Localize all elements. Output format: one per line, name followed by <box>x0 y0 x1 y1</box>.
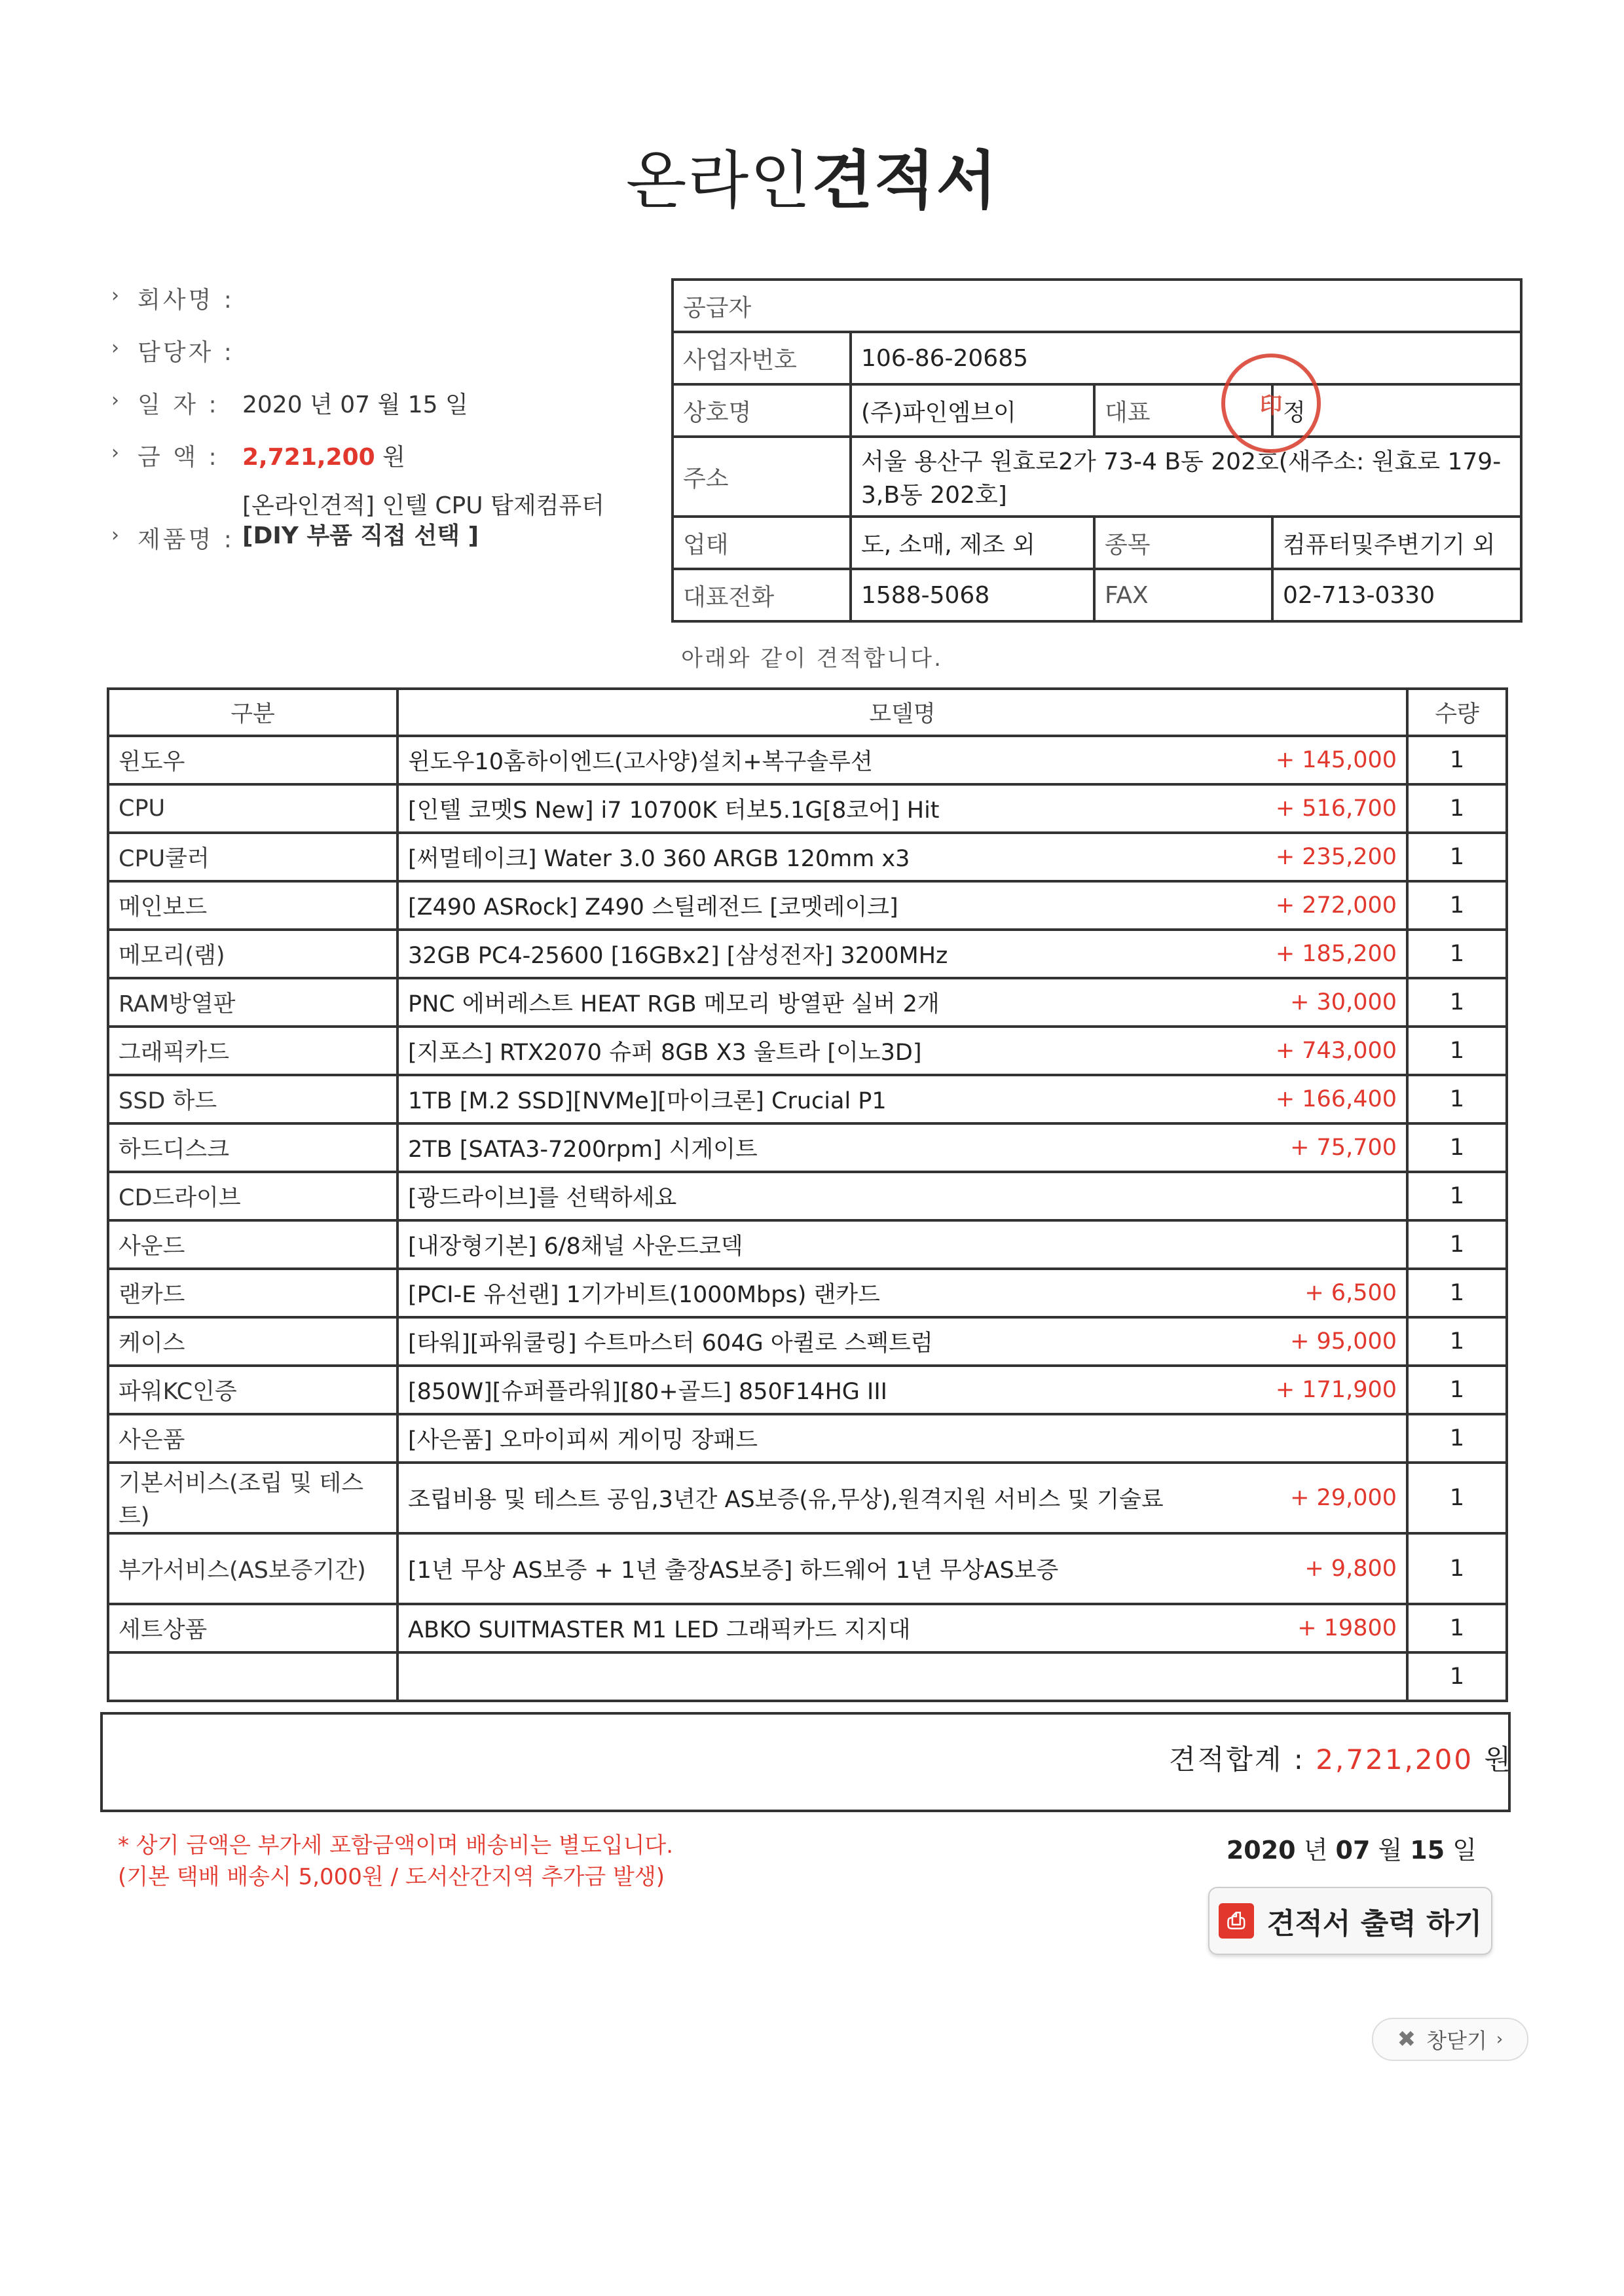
header-qty: 수량 <box>1407 689 1507 736</box>
row-model: [타워][파워쿨링] 수트마스터 604G 아퀼로 스펙트럼 <box>408 1330 933 1357</box>
row-model-cell <box>397 1075 1407 1123</box>
product-label: 제품명 : <box>138 526 234 553</box>
close-window-button[interactable] <box>1372 2018 1528 2061</box>
row-qty: 1 <box>1407 1317 1507 1366</box>
issue-date <box>1227 1830 1477 1866</box>
amount-label: 금 액 : <box>138 444 219 471</box>
month-unit: 월 <box>1378 1836 1403 1865</box>
row-qty: 1 <box>1407 1172 1507 1220</box>
row-model-cell <box>397 1414 1407 1463</box>
table-row <box>108 930 1507 978</box>
date-label: 일 자 : <box>138 392 219 418</box>
row-model: [850W][슈퍼플라워][80+골드] 850F14HG III <box>408 1379 888 1405</box>
table-header-row <box>108 689 1507 736</box>
row-price: + 9,800 <box>1304 1556 1397 1582</box>
table-row <box>108 1463 1507 1533</box>
company-label: 회사명 : <box>138 287 234 314</box>
row-model: 32GB PC4-25600 [16GBx2] [삼성전자] 3200MHz <box>408 943 948 969</box>
chevron-right-icon: › <box>1496 2030 1504 2049</box>
row-model-cell <box>397 1463 1407 1533</box>
bizno-value: 106-86-20685 <box>851 332 1521 384</box>
row-qty: 1 <box>1407 1269 1507 1317</box>
table-row <box>108 1414 1507 1463</box>
seal-text: 印 <box>1260 392 1282 419</box>
row-model-cell <box>397 833 1407 881</box>
row-price: + 743,000 <box>1275 1038 1397 1064</box>
row-category: 하드디스크 <box>108 1123 397 1172</box>
date-row <box>111 386 648 439</box>
table-row <box>108 978 1507 1027</box>
row-qty: 1 <box>1407 1652 1507 1701</box>
table-row <box>108 1027 1507 1075</box>
row-price: + 145,000 <box>1275 747 1397 773</box>
row-category: 메인보드 <box>108 881 397 930</box>
title-part2: 견적서 <box>812 144 999 217</box>
row-model: 조립비용 및 테스트 공임,3년간 AS보증(유,무상),원격지원 서비스 및 기술료 <box>408 1487 1164 1513</box>
row-model-cell <box>397 930 1407 978</box>
total-amount: 2,721,200 <box>1316 1743 1474 1776</box>
row-category: CPU쿨러 <box>108 833 397 881</box>
row-model: [광드라이브]를 선택하세요 <box>408 1185 677 1211</box>
ceo-label: 대표 <box>1094 384 1272 437</box>
table-row <box>108 1172 1507 1220</box>
biztype-label: 업태 <box>673 517 851 569</box>
company-name-value: (주)파인엠브이 <box>851 384 1094 437</box>
row-category: CPU <box>108 784 397 833</box>
issue-month: 07 <box>1335 1836 1371 1865</box>
row-category: SSD 하드 <box>108 1075 397 1123</box>
date-value: 2020 년 07 월 15 일 <box>242 392 468 418</box>
row-price: + 171,900 <box>1275 1377 1397 1403</box>
row-price: + 235,200 <box>1275 844 1397 870</box>
table-row <box>108 1269 1507 1317</box>
row-price: + 29,000 <box>1290 1485 1397 1511</box>
manager-label: 담당자 : <box>138 339 234 366</box>
row-price: + 75,700 <box>1290 1135 1397 1161</box>
row-price: + 95,000 <box>1290 1328 1397 1355</box>
row-model-cell <box>397 1123 1407 1172</box>
row-model: 윈도우10홈하이엔드(고사양)설치+복구솔루션 <box>408 749 873 775</box>
row-model-cell <box>397 1533 1407 1604</box>
address-label: 주소 <box>673 437 851 517</box>
row-model: [사은품] 오마이피씨 게이밍 장패드 <box>408 1427 758 1453</box>
year-unit: 년 <box>1303 1836 1328 1865</box>
row-model: [인텔 코멧S New] i7 10700K 터보5.1G[8코어] Hit <box>408 797 940 824</box>
fax-value: 02-713-0330 <box>1272 569 1521 621</box>
table-row <box>108 1533 1507 1604</box>
row-model-cell <box>397 978 1407 1027</box>
row-qty: 1 <box>1407 1075 1507 1123</box>
row-qty: 1 <box>1407 833 1507 881</box>
row-model-cell <box>397 784 1407 833</box>
table-row <box>108 1123 1507 1172</box>
footnote-line2: (기본 택배 배송시 5,000원 / 도서산간지역 추가금 발생) <box>118 1864 665 1890</box>
table-row <box>108 1075 1507 1123</box>
day-unit: 일 <box>1452 1836 1477 1865</box>
amount-value: 2,721,200 <box>242 444 375 471</box>
row-model-cell <box>397 1269 1407 1317</box>
row-qty: 1 <box>1407 1366 1507 1414</box>
print-icon: ⎙ <box>1219 1903 1254 1939</box>
chevron-right-icon: › <box>111 441 119 464</box>
close-button-label: 창닫기 <box>1426 2028 1487 2053</box>
page-title <box>0 131 1624 221</box>
row-qty: 1 <box>1407 1027 1507 1075</box>
estimate-total <box>1169 1738 1513 1777</box>
row-price: + 516,700 <box>1275 795 1397 822</box>
row-model-cell <box>397 1604 1407 1652</box>
chevron-right-icon: › <box>111 337 119 359</box>
row-category: 메모리(램) <box>108 930 397 978</box>
chevron-right-icon: › <box>111 524 119 547</box>
footnote-line1: * 상기 금액은 부가세 포함금액이며 배송비는 별도입니다. <box>118 1832 674 1859</box>
row-category: 케이스 <box>108 1317 397 1366</box>
total-label: 견적합계 : <box>1169 1743 1305 1776</box>
row-category: 그래픽카드 <box>108 1027 397 1075</box>
header-model: 모델명 <box>397 689 1407 736</box>
table-row <box>108 833 1507 881</box>
table-row <box>108 1366 1507 1414</box>
row-model-cell <box>397 1652 1407 1701</box>
table-row <box>108 736 1507 784</box>
table-row <box>108 784 1507 833</box>
row-qty: 1 <box>1407 1463 1507 1533</box>
row-category: RAM방열판 <box>108 978 397 1027</box>
bizno-label: 사업자번호 <box>673 332 851 384</box>
phone-label: 대표전화 <box>673 569 851 621</box>
row-model-cell <box>397 1317 1407 1366</box>
row-price: + 19800 <box>1297 1615 1397 1641</box>
supplier-header: 공급자 <box>673 280 1521 332</box>
table-row <box>108 1317 1507 1366</box>
issue-year: 2020 <box>1226 1836 1296 1865</box>
row-price: + 6,500 <box>1304 1280 1397 1306</box>
product-line1: [온라인견적] 인텔 CPU 탑제컴퓨터 <box>242 492 604 519</box>
chevron-right-icon: › <box>111 284 119 307</box>
row-model: PNC 에버레스트 HEAT RGB 메모리 방열판 실버 2개 <box>408 991 940 1017</box>
row-category: 윈도우 <box>108 736 397 784</box>
row-model: [PCI-E 유선랜] 1기가비트(1000Mbps) 랜카드 <box>408 1282 880 1308</box>
row-price: + 185,200 <box>1275 941 1397 967</box>
row-qty: 1 <box>1407 1414 1507 1463</box>
address-value: 서울 용산구 원효로2가 73-4 B동 202호(새주소: 원효로 179-3,B동 202호] <box>851 437 1521 517</box>
close-icon: ✖ <box>1397 2026 1416 2052</box>
row-qty: 1 <box>1407 930 1507 978</box>
row-model: [써멀테이크] Water 3.0 360 ARGB 120mm x3 <box>408 846 910 872</box>
row-qty: 1 <box>1407 1123 1507 1172</box>
print-button-label: 견적서 출력 하기 <box>1266 1907 1483 1941</box>
row-category: 랜카드 <box>108 1269 397 1317</box>
row-price: + 166,400 <box>1275 1086 1397 1112</box>
row-model-cell <box>397 881 1407 930</box>
amount-unit: 원 <box>382 444 405 471</box>
row-model: 2TB [SATA3-7200rpm] 시게이트 <box>408 1137 758 1163</box>
row-category <box>108 1652 397 1701</box>
row-qty: 1 <box>1407 784 1507 833</box>
row-model: 1TB [M.2 SSD][NVMe][마이크론] Crucial P1 <box>408 1088 887 1114</box>
customer-info <box>111 282 648 583</box>
ceo-value: 정 <box>1272 384 1521 437</box>
row-qty: 1 <box>1407 736 1507 784</box>
row-model-cell <box>397 1366 1407 1414</box>
item-label: 종목 <box>1094 517 1272 569</box>
row-category: 사은품 <box>108 1414 397 1463</box>
row-category: 파워KC인증 <box>108 1366 397 1414</box>
phone-value: 1588-5068 <box>851 569 1094 621</box>
company-row <box>111 282 648 334</box>
row-model-cell <box>397 736 1407 784</box>
chevron-right-icon: › <box>111 389 119 412</box>
print-estimate-button[interactable] <box>1208 1887 1492 1955</box>
estimate-note: 아래와 같이 견적합니다. <box>681 646 943 672</box>
fax-label: FAX <box>1094 569 1272 621</box>
company-seal <box>1221 354 1321 453</box>
issue-day: 15 <box>1410 1836 1445 1865</box>
row-qty: 1 <box>1407 1220 1507 1269</box>
table-row <box>108 1652 1507 1701</box>
row-category: CD드라이브 <box>108 1172 397 1220</box>
biztype-value: 도, 소매, 제조 외 <box>851 517 1094 569</box>
row-category: 부가서비스(AS보증기간) <box>108 1533 397 1604</box>
row-model: ABKO SUITMASTER M1 LED 그래픽카드 지지대 <box>408 1617 911 1643</box>
manager-row <box>111 334 648 386</box>
table-row <box>108 1604 1507 1652</box>
row-model-cell <box>397 1172 1407 1220</box>
row-model: [Z490 ASRock] Z490 스틸레전드 [코멧레이크] <box>408 894 898 920</box>
footnote <box>118 1830 673 1893</box>
row-qty: 1 <box>1407 1533 1507 1604</box>
row-model: [지포스] RTX2070 슈퍼 8GB X3 울트라 [이노3D] <box>408 1040 922 1066</box>
row-model-cell <box>397 1027 1407 1075</box>
amount-row <box>111 439 648 491</box>
row-price: + 30,000 <box>1290 989 1397 1015</box>
product-row <box>111 491 648 583</box>
row-category: 사운드 <box>108 1220 397 1269</box>
row-category: 기본서비스(조립 및 테스트) <box>108 1463 397 1533</box>
items-table <box>107 687 1508 1702</box>
row-qty: 1 <box>1407 978 1507 1027</box>
row-qty: 1 <box>1407 1604 1507 1652</box>
total-unit: 원 <box>1484 1743 1513 1776</box>
table-row <box>108 1220 1507 1269</box>
header-category: 구분 <box>108 689 397 736</box>
supplier-table <box>671 278 1522 623</box>
row-model: [1년 무상 AS보증 + 1년 출장AS보증] 하드웨어 1년 무상AS보증 <box>408 1558 1059 1584</box>
title-part1: 온라인 <box>625 144 812 217</box>
row-model: [내장형기본] 6/8채널 사운드코덱 <box>408 1233 743 1260</box>
company-name-label: 상호명 <box>673 384 851 437</box>
item-value: 컴퓨터및주변기기 외 <box>1272 517 1521 569</box>
table-row <box>108 881 1507 930</box>
product-line2: [DIY 부품 직접 선택 ] <box>242 522 479 549</box>
row-price: + 272,000 <box>1275 892 1397 919</box>
row-category: 세트상품 <box>108 1604 397 1652</box>
row-model-cell <box>397 1220 1407 1269</box>
row-qty: 1 <box>1407 881 1507 930</box>
